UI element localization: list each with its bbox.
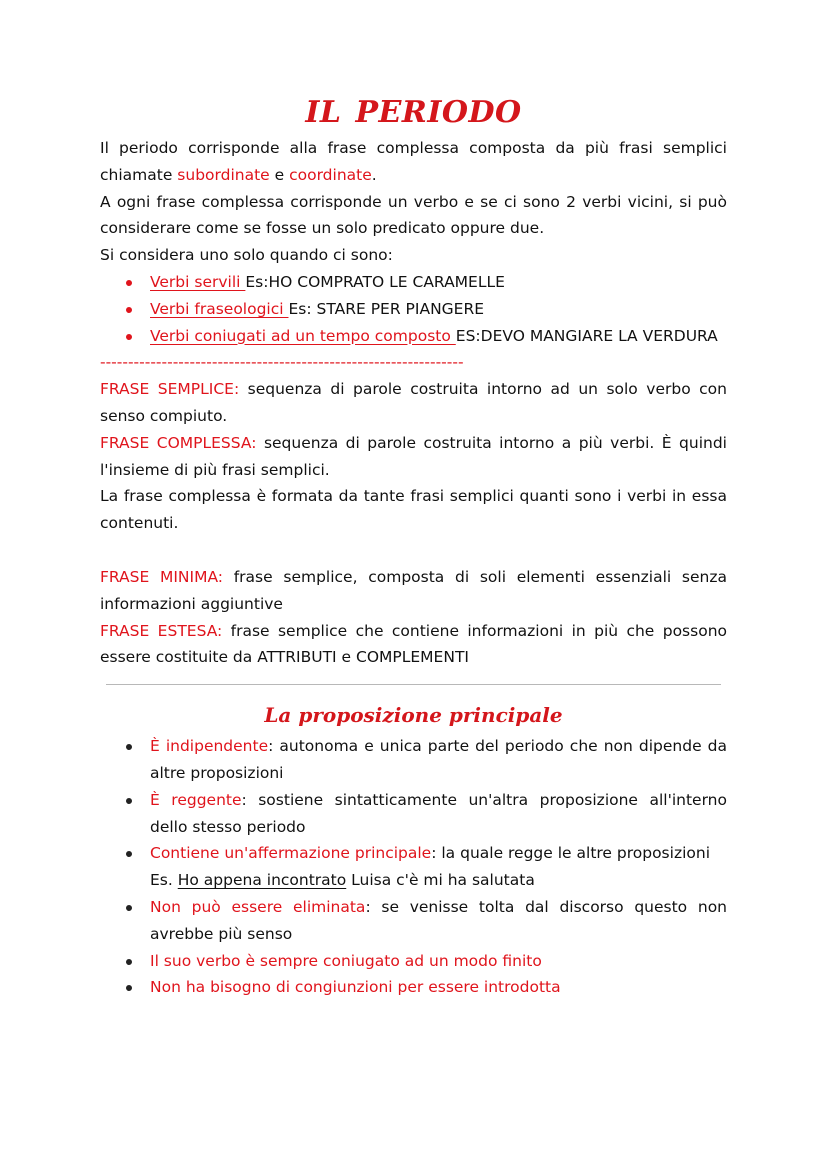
blank-line [100,537,727,564]
horizontal-rule [106,684,721,685]
list-item: Contiene un'affermazione principale: la quale regge le altre proposizioni Es. Ho appena incontrato Luisa c'è mi ha salutata [100,840,727,894]
bullet-icon [126,959,132,965]
bullet-icon [126,905,132,911]
bullet-icon [126,851,132,857]
list-item: Non può essere eliminata: se venisse tolta dal discorso questo non avrebbe più senso [100,894,727,948]
list-item: È indipendente: autonoma e unica parte del periodo che non dipende da altre proposizioni [100,733,727,787]
definition-frase-estesa: FRASE ESTESA: frase semplice che contiene informazioni in più che possono essere costituite da ATTRIBUTI e COMPLEMENTI [100,621,728,667]
bullet-icon [126,985,132,991]
bullet-icon [126,744,132,750]
definition-frase-semplice: FRASE SEMPLICE: sequenza di parole costruita intorno ad un solo verbo con senso compiuto. [100,380,727,425]
term-subordinate: subordinate [177,165,270,184]
bullet-icon [126,334,132,340]
principale-features-list [100,733,727,1001]
frase-complessa-note: La frase complessa è formata da tante frasi semplici quanti sono i verbi in essa contenuti. [100,487,727,533]
list-item: Non ha bisogno di congiunzioni per essere introdotta [100,974,727,1001]
bullet-icon [126,798,132,804]
definition-frase-minima: FRASE MINIMA: frase semplice, composta di soli elementi essenziali senza informazioni aggiuntive [100,567,727,613]
list-item: È reggente: sostiene sintatticamente un'altra proposizione all'interno dello stesso periodo [100,787,727,841]
bullet-icon [126,280,132,286]
intro-paragraph: Il periodo corrisponde alla frase complessa composta da più frasi semplici chiamate subordinate e coordinate. [100,139,727,184]
list-item: Verbi servili Es:HO COMPRATO LE CARAMELLE [100,269,727,296]
section-heading: La proposizione principale [264,703,563,728]
list-item: Verbi coniugati ad un tempo composto ES:DEVO MANGIARE LA VERDURA [100,323,727,350]
example-underlined: Ho appena incontrato [177,871,347,890]
list-item: Il suo verbo è sempre coniugato ad un modo finito [100,948,727,975]
document-page [100,95,727,1001]
verb-rule-paragraph: A ogni frase complessa corrisponde un verbo e se ci sono 2 verbi vicini, si può considerare come se fosse un solo predicato oppure due. [100,192,727,238]
dashed-separator: ----------------------------------------------------------------- [100,353,464,372]
single-predicate-intro: Si considera uno solo quando ci sono: [100,246,393,265]
bullet-icon [126,307,132,313]
page-title: IL PERIODO [305,95,522,130]
verb-types-list [100,269,727,349]
definition-frase-complessa: FRASE COMPLESSA: sequenza di parole costruita intorno a più verbi. È quindi l'insieme di più frasi semplici. [100,433,727,479]
list-item: Verbi fraseologici Es: STARE PER PIANGERE [100,296,727,323]
term-coordinate: coordinate [289,165,372,184]
